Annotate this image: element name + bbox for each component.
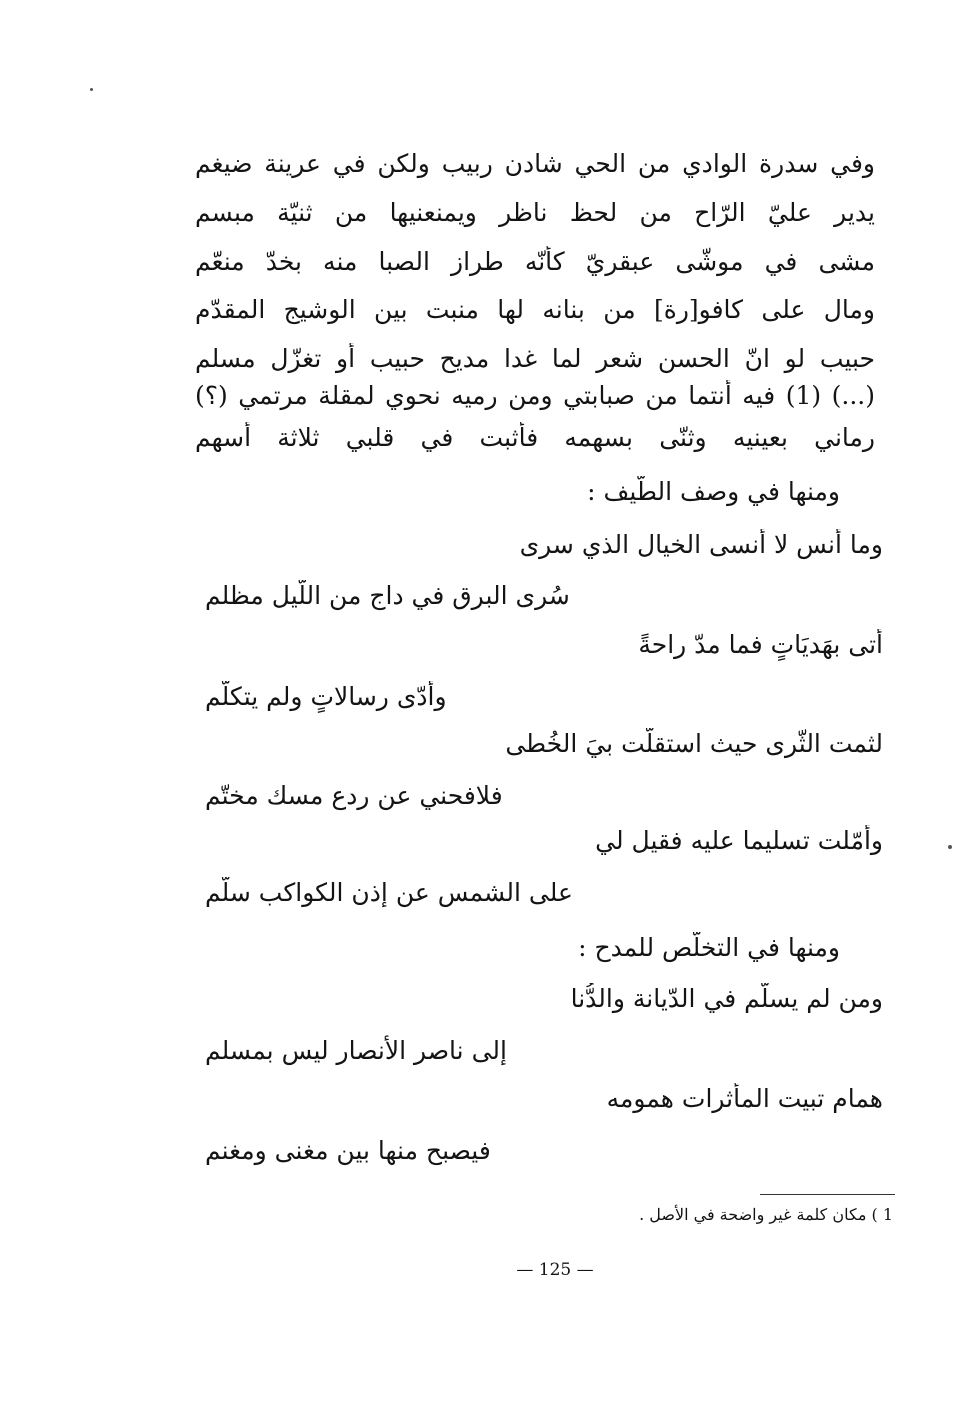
verse-hemistich-9: ومن لم يسلّم في الدّيانة والدُّنا xyxy=(570,984,883,1013)
verse-hemistich-10: إلى ناصر الأنصار ليس بمسلم xyxy=(205,1036,507,1065)
section-heading-madh: ومنها في التخلّص للمدح : xyxy=(578,933,840,962)
page-number: — 125 — xyxy=(516,1260,594,1280)
verse-line-4: ومال على كافو[رة] من بنانه لها منبت بين الوشيج المقدّم xyxy=(195,295,875,324)
verse-hemistich-1: وما أنس لا أنسى الخيال الذي سرى xyxy=(519,530,883,559)
section-heading-tayf: ومنها في وصف الطّيف : xyxy=(587,477,840,506)
verse-hemistich-7: وأمّلت تسليما عليه فقيل لي xyxy=(595,826,883,855)
verse-line-2: يدير عليّ الرّاح من لحظ ناظر ويمنعنيها من ثنيّة مبسم xyxy=(195,198,875,227)
verse-hemistich-4: وأدّى رسالاتٍ ولم يتكلّم xyxy=(205,682,447,711)
verse-line-5: حبيب لو انّ الحسن شعر لما غدا مديح حبيب أو تغزّل مسلم xyxy=(195,344,875,373)
verse-hemistich-8: على الشمس عن إذن الكواكب سلّم xyxy=(205,878,573,907)
verse-hemistich-5: لثمت الثّرى حيث استقلّت بيَ الخُطى xyxy=(505,729,883,758)
verse-hemistich-3: أتى بهَديَاتٍ فما مدّ راحةً xyxy=(638,630,883,659)
verse-hemistich-12: فيصبح منها بين مغنى ومغنم xyxy=(205,1136,491,1165)
verse-line-1: وفي سدرة الوادي من الحي شادن ربيب ولكن في عرينة ضيغم xyxy=(195,149,875,178)
verse-hemistich-6: فلافحني عن ردع مسك مختّم xyxy=(205,781,503,810)
verse-hemistich-11: همام تبيت المأثرات همومه xyxy=(606,1084,883,1113)
scan-speck xyxy=(948,845,952,849)
verse-line-6: (...) (1) فيه أنتما من صبابتي ومن رميه نحوي لمقلة مرتمي (؟) xyxy=(195,381,875,410)
footnote-rule xyxy=(760,1194,895,1195)
verse-line-7: رماني بعينيه وثنّى بسهمه فأثبت في قلبي ثلاثة أسهم xyxy=(195,423,875,452)
verse-line-3: مشى في موشّى عبقريّ كأنّه طراز الصبا منه بخدّ منعّم xyxy=(195,247,875,276)
scan-speck xyxy=(90,88,93,91)
footnote: 1 ) مكان كلمة غير واضحة في الأصل . xyxy=(639,1205,893,1224)
verse-hemistich-2: سُرى البرق في داج من اللّيل مظلم xyxy=(205,581,570,610)
